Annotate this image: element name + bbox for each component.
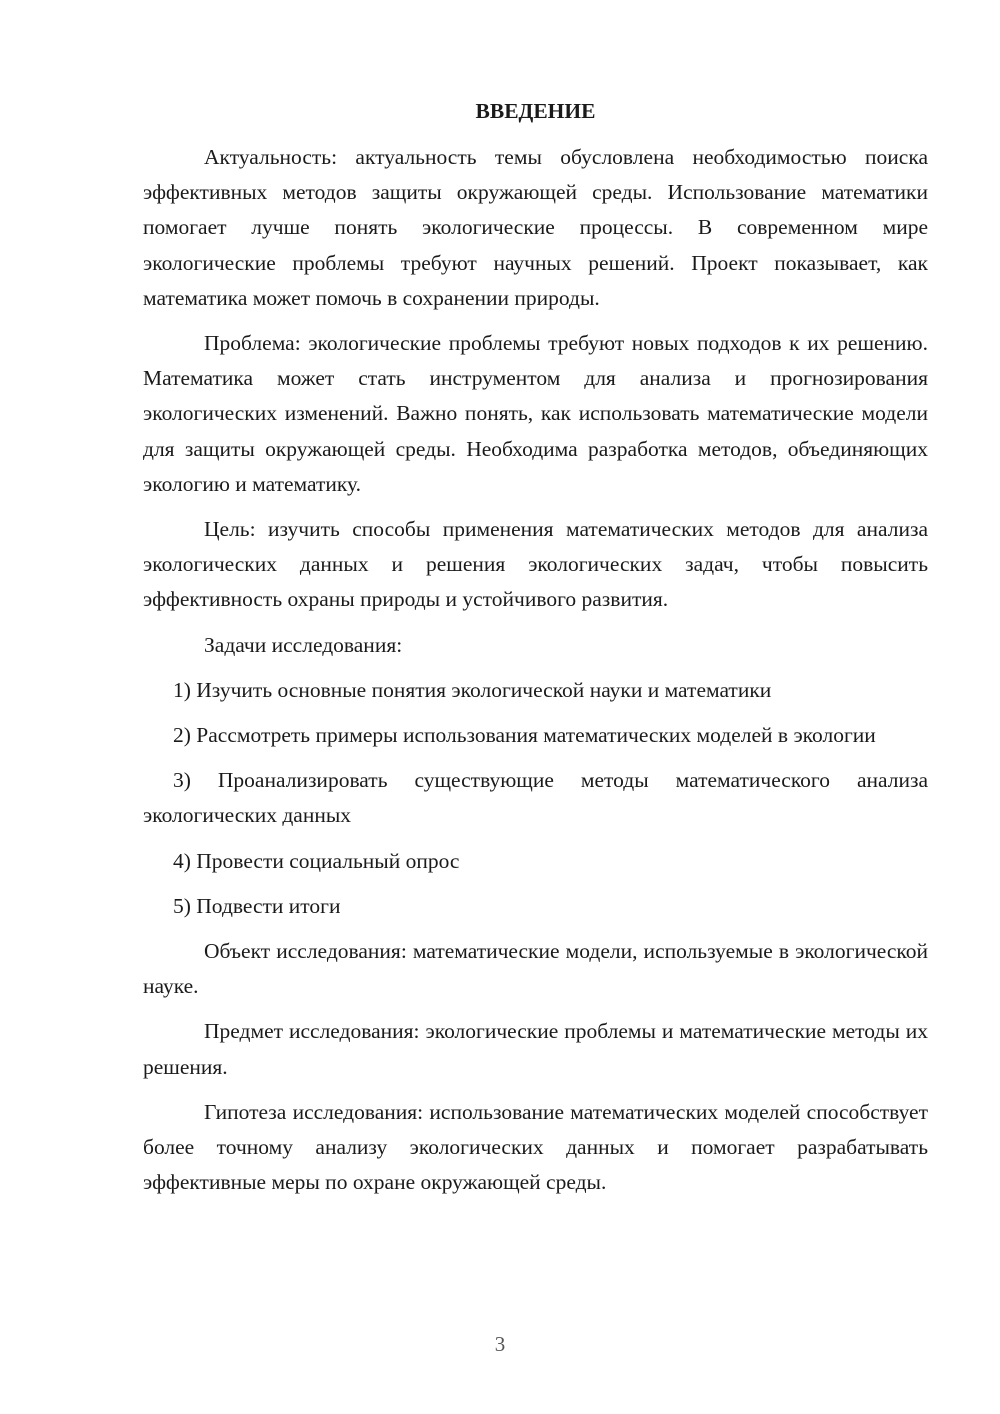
task-item: 3) Проанализировать существующие методы математического анализа экологических данных xyxy=(143,768,928,828)
hypothesis-paragraph: Гипотеза исследования: использование математических моделей способствует более точному анализу экологических данных и помогает разрабатывать эффективные меры по охране окружающей среды. xyxy=(143,1099,928,1195)
task-item: 4) Провести социальный опрос xyxy=(173,848,460,873)
page-title: ВВЕДЕНИЕ xyxy=(475,99,596,123)
subject-paragraph: Предмет исследования: экологические проблемы и математические методы их решения. xyxy=(143,1019,928,1079)
task-item: 2) Рассмотреть примеры использования математических моделей в экологии xyxy=(173,723,876,748)
goal-paragraph: Цель: изучить способы применения математических методов для анализа экологических данных и решения экологических задач, чтобы повысить эффективность охраны природы и устойчивого развития. xyxy=(143,517,928,612)
problem-paragraph: Проблема: экологические проблемы требуют новых подходов к их решению. Математика может стать инструментом для анализа и прогнозирования экологических изменений. Важно понять, как использовать математические модели для защиты окружающей среды. Необходима разработка методов, объединяющих экологию и математику. xyxy=(143,331,928,496)
task-item: 1) Изучить основные понятия экологической науки и математики xyxy=(173,677,772,702)
tasks-heading: Задачи исследования: xyxy=(204,632,403,657)
task-item: 5) Подвести итоги xyxy=(173,893,341,918)
tasks-list xyxy=(143,673,928,924)
object-paragraph: Объект исследования: математические модели, используемые в экологической науке. xyxy=(143,939,928,999)
page-content xyxy=(143,96,928,1210)
relevance-paragraph: Актуальность: актуальность темы обусловлена необходимостью поиска эффективных методов защиты окружающей среды. Использование математики помогает лучше понять экологические процессы. В современном мире экологические проблемы требуют научных решений. Проект показывает, как математика может помочь в сохранении природы. xyxy=(143,145,928,310)
page-number: 3 xyxy=(494,1332,506,1356)
